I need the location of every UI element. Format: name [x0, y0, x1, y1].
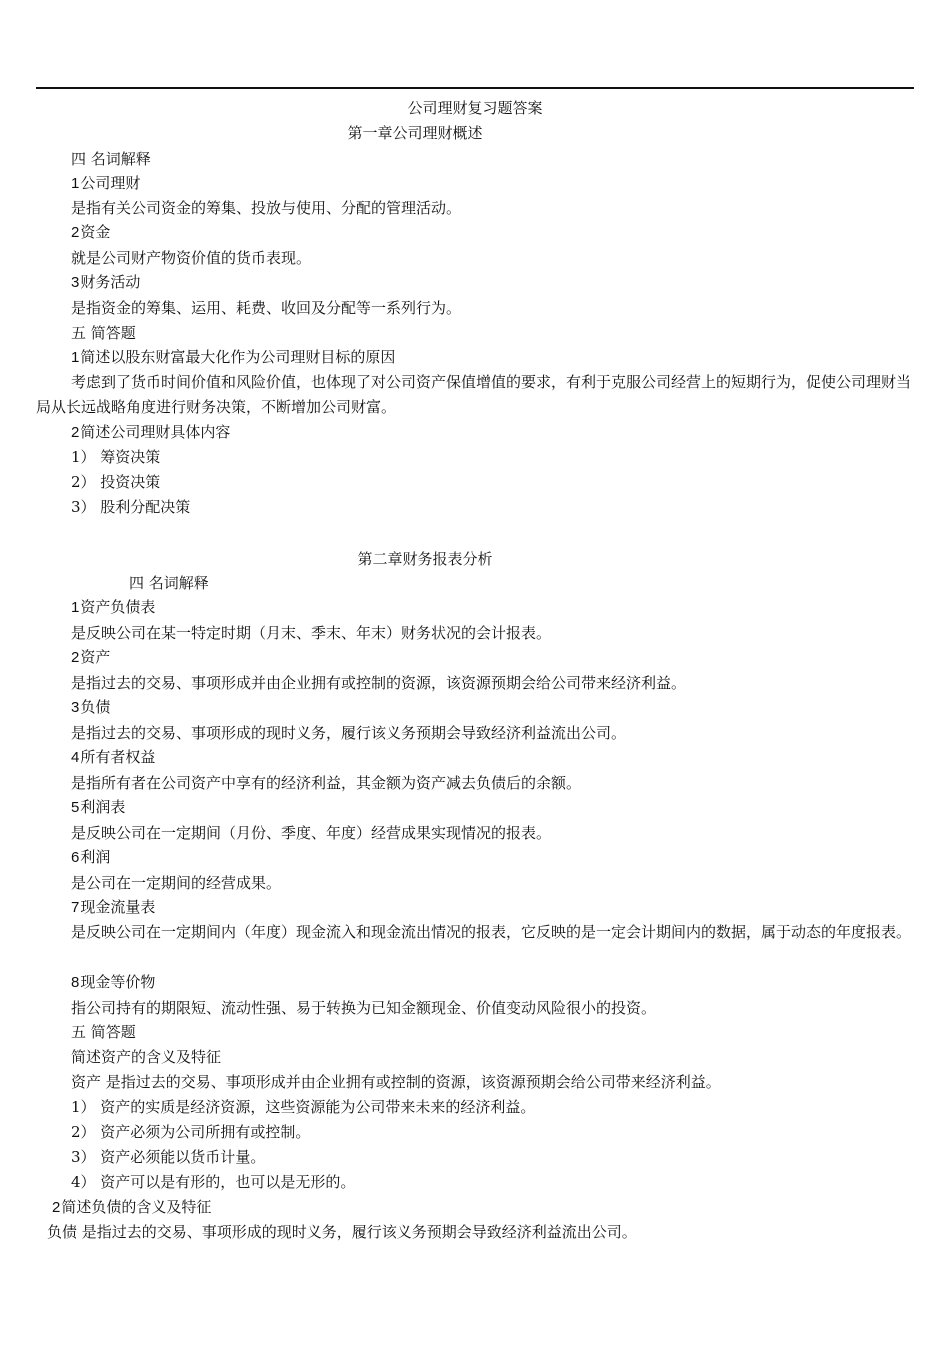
header-rule	[36, 87, 914, 89]
ch1-section4-heading: 四 名词解释	[71, 150, 151, 168]
ch2-term8: 8现金等价物	[71, 973, 156, 991]
ch1-answer1: 考虑到了货币时间价值和风险价值，也体现了对公司资产保值增值的要求，有利于克服公司经营上的短期行为，促使公司理财当局从长远战略角度进行财务决策，不断增加公司财富。	[36, 373, 912, 416]
ch1-def1: 是指有关公司资金的筹集、投放与使用、分配的管理活动。	[71, 199, 462, 217]
ch1-list-item: 2） 投资决策	[71, 473, 161, 491]
ch1-term2: 2资金	[71, 223, 111, 241]
ch1-section5-heading: 五 简答题	[71, 324, 136, 342]
ch2-def8: 指公司持有的期限短、流动性强、易于转换为已知金额现金、价值变动风险很小的投资。	[71, 999, 657, 1017]
ch2-def4: 是指所有者在公司资产中享有的经济利益，其金额为资产减去负债后的余额。	[71, 774, 582, 792]
chapter1-heading: 第一章公司理财概述	[347, 124, 483, 142]
ch2-question1: 简述资产的含义及特征	[71, 1048, 222, 1066]
ch2-term5: 5利润表	[71, 798, 126, 816]
ch2-def7: 是反映公司在一定期间内（年度）现金流入和现金流出情况的报表，它反映的是一定会计期间内的数据，属于动态的年度报表。	[71, 923, 912, 941]
ch2-def1: 是反映公司在某一特定时期（月末、季末、年末）财务状况的会计报表。	[71, 624, 552, 642]
ch2-term3: 3负债	[71, 698, 111, 716]
ch2-list-item: 4） 资产可以是有形的，也可以是无形的。	[71, 1173, 356, 1191]
ch2-def6: 是公司在一定期间的经营成果。	[71, 874, 282, 892]
ch2-def3: 是指过去的交易、事项形成的现时义务，履行该义务预期会导致经济利益流出公司。	[71, 724, 627, 742]
ch1-term1: 1公司理财	[71, 174, 141, 192]
ch1-term3: 3财务活动	[71, 273, 141, 291]
ch1-question2: 2简述公司理财具体内容	[71, 423, 231, 441]
ch1-def3: 是指资金的筹集、运用、耗费、收回及分配等一系列行为。	[71, 299, 462, 317]
ch2-term2: 2资产	[71, 648, 111, 666]
ch2-section4-heading: 四 名词解释	[129, 574, 209, 592]
ch2-term6: 6利润	[71, 848, 111, 866]
ch2-answer1: 资产 是指过去的交易、事项形成并由企业拥有或控制的资源，该资源预期会给公司带来经济利益。	[71, 1073, 721, 1091]
ch2-term1: 1资产负债表	[71, 598, 156, 616]
ch2-def2: 是指过去的交易、事项形成并由企业拥有或控制的资源，该资源预期会给公司带来经济利益。	[71, 674, 687, 692]
ch2-list-item: 3） 资产必须能以货币计量。	[71, 1148, 266, 1166]
chapter2-heading: 第二章财务报表分析	[357, 550, 493, 568]
ch2-term7: 7现金流量表	[71, 898, 156, 916]
ch2-def5: 是反映公司在一定期间（月份、季度、年度）经营成果实现情况的报表。	[71, 824, 552, 842]
ch2-question2: 2简述负债的含义及特征	[52, 1198, 212, 1216]
document-title: 公司理财复习题答案	[407, 99, 543, 117]
ch1-def2: 就是公司财产物资价值的货币表现。	[71, 249, 312, 267]
ch1-list-item: 1） 筹资决策	[71, 448, 161, 466]
ch1-list-item: 3） 股利分配决策	[71, 498, 191, 516]
ch1-question1: 1简述以股东财富最大化作为公司理财目标的原因	[71, 348, 396, 366]
ch2-list-item: 2） 资产必须为公司所拥有或控制。	[71, 1123, 311, 1141]
ch2-term4: 4所有者权益	[71, 748, 156, 766]
ch2-answer2: 负债 是指过去的交易、事项形成的现时义务，履行该义务预期会导致经济利益流出公司。	[47, 1223, 637, 1241]
ch2-section5-heading: 五 简答题	[71, 1023, 136, 1041]
ch2-list-item: 1） 资产的实质是经济资源，这些资源能为公司带来未来的经济利益。	[71, 1098, 536, 1116]
